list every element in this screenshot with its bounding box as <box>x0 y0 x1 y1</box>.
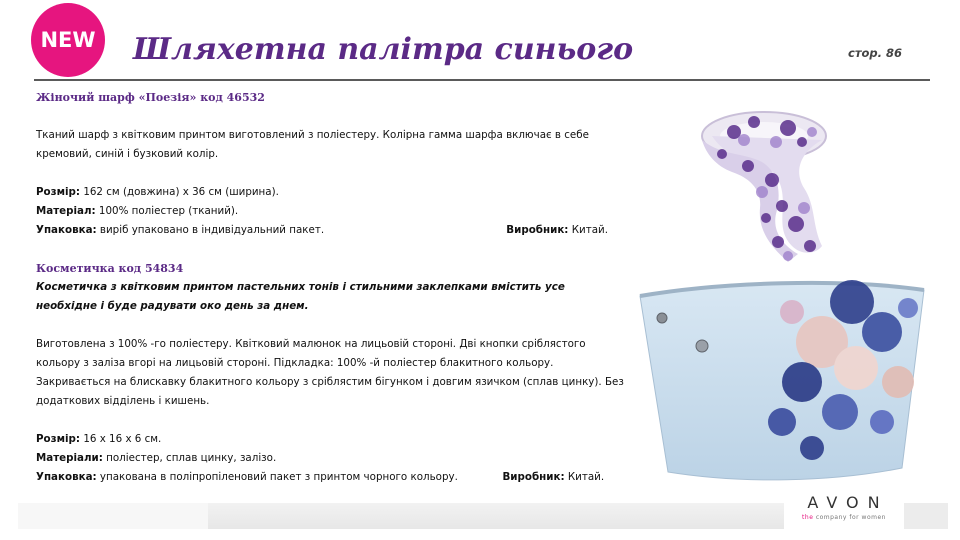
cosmetic-bag-materials <box>36 449 626 468</box>
cosmetic-bag-description-line3: Закривається на блискавку блакитного кольору з сріблястим бігунком і довгим язичком (сплав цинку). Без <box>36 376 624 388</box>
scarf-material <box>36 202 626 221</box>
product-descriptions <box>36 88 626 487</box>
scarf-packaging <box>36 221 324 240</box>
cosmetic-bag-size-value: 16 х 16 х 6 см. <box>80 433 162 445</box>
cosmetic-bag-maker-value: Китай. <box>564 471 605 483</box>
header-divider <box>34 79 930 81</box>
footer-bar <box>18 503 784 529</box>
cosmetic-bag-materials-value: поліестер, сплав цинку, залізо. <box>102 452 277 464</box>
avon-tagline-the: the <box>802 514 814 521</box>
cosmetic-bag-tagline-line1: Косметичка з квітковим принтом пастельних тонів і стильними заклепками вмістить усе <box>36 281 565 293</box>
cosmetic-bag-materials-label: Матеріали: <box>36 452 103 464</box>
footer-bar-end <box>904 503 948 529</box>
scarf-description-line1: Тканий шарф з квітковим принтом виготовлений з поліестеру. Колірна гамма шарфа включає в себе <box>36 129 589 141</box>
avon-logo-text: AVON <box>807 493 889 512</box>
cosmetic-bag-description-line1: Виготовлена з 100% -го поліестеру. Квітковий малюнок на лицьовій стороні. Дві кнопки сріблястого <box>36 338 586 350</box>
new-badge-label: NEW <box>40 28 96 52</box>
cosmetic-bag-description-line2: кольору з заліза вгорі на лицьовій стороні. Підкладка: 100% -й поліестер блакитного кольору. <box>36 357 554 369</box>
cosmetic-bag-maker-label: Виробник: <box>502 471 565 483</box>
cosmetic-bag-maker <box>502 471 604 483</box>
cosmetic-bag-size <box>36 430 626 449</box>
cosmetic-bag-packaging <box>36 471 458 483</box>
cosmetic-bag-size-label: Розмір: <box>36 433 81 445</box>
scarf-maker <box>506 221 608 240</box>
scarf-size <box>36 183 626 202</box>
scarf-description-line2: кремовий, синій і бузковий колір. <box>36 148 219 160</box>
cosmetic-bag-tagline-line2: необхідне і буде радувати око день за днем. <box>36 300 309 312</box>
scarf-heading: Жіночий шарф «Поезія» код 46532 <box>36 91 265 104</box>
scarf-packaging-label: Упаковка: <box>36 224 97 236</box>
avon-tagline <box>790 514 898 521</box>
scarf-material-value: 100% поліестер (тканий). <box>95 205 239 217</box>
scarf-packaging-value: виріб упаковано в індивідуальний пакет. <box>96 224 325 236</box>
scarf-maker-label: Виробник: <box>506 224 569 236</box>
cosmetic-bag-packaging-label: Упаковка: <box>36 471 97 483</box>
page-title: Шляхетна палітра синього <box>133 32 634 67</box>
scarf-maker-value: Китай. <box>568 224 608 236</box>
page-number: стор. 86 <box>848 46 902 60</box>
cosmetic-bag-description-line4: додаткових відділень і кишень. <box>36 395 210 407</box>
avon-logo <box>790 493 898 521</box>
avon-tagline-rest: company for women <box>813 514 886 521</box>
cosmetic-bag-heading: Косметичка код 54834 <box>36 262 184 275</box>
cosmetic-bag-packaging-value: упакована в поліпропіленовий пакет з принтом чорного кольору. <box>96 471 458 483</box>
cosmetic-bag-packaging-row <box>36 468 626 487</box>
scarf-product-image <box>692 96 844 264</box>
scarf-size-label: Розмір: <box>36 186 81 198</box>
scarf-packaging-row <box>36 221 626 240</box>
new-badge <box>31 3 105 77</box>
cosmetic-bag-product-image <box>632 272 930 486</box>
scarf-material-label: Матеріал: <box>36 205 96 217</box>
scarf-size-value: 162 см (довжина) х 36 см (ширина). <box>80 186 279 198</box>
